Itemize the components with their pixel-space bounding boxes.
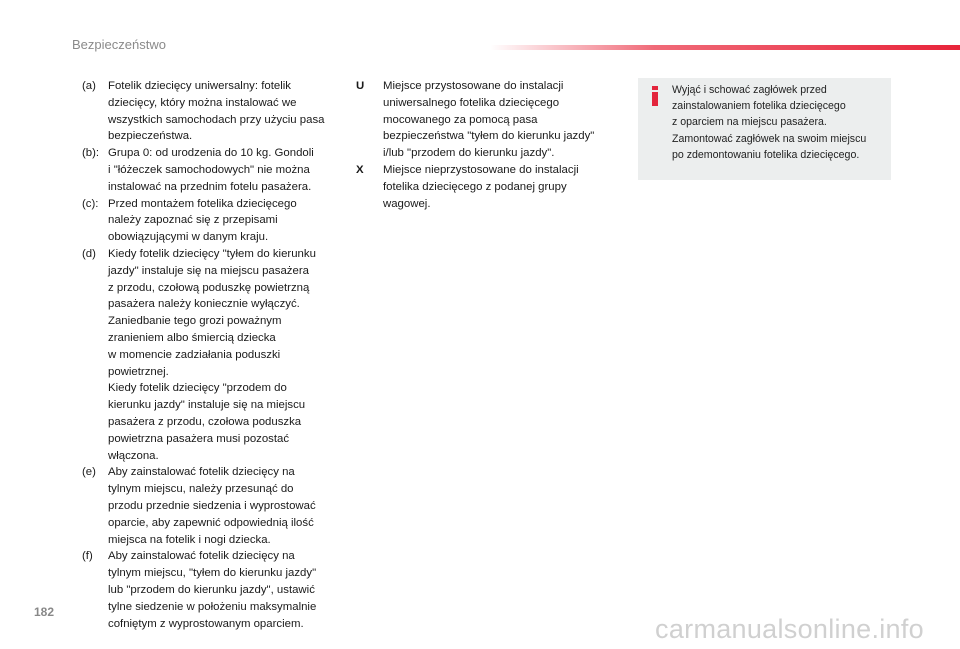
note-label: (e) (82, 466, 96, 479)
info-text: Wyjąć i schować zagłówek przed zainstalowaniem fotelika dziecięcego z oparciem na miejscu pasażera. Zamontować zagłówek na swoim miejscu po zdemontowaniu fotelika dziecięcego. (672, 84, 867, 161)
note-label: (c): (82, 197, 99, 210)
note-text: Kiedy fotelik dziecięcy "tyłem do kierunku jazdy" instaluje się na miejscu pasażera z przodu, czołową poduszkę powietrzną pasażera należy koniecznie wyłączyć. Zaniedbanie tego grozi poważnym zranieniem albo śmiercią dziecka w momencie zadziałania poduszki powietrznej. Kiedy fotelik dziecięcy "przodem do kierunku jazdy" instaluje się na miejscu pasażera z przodu, czołowa poduszka powietrzna pasażera musi pozostać włączona. (108, 247, 316, 462)
legend-label: X (356, 163, 364, 176)
page-number: 182 (34, 605, 55, 619)
note-text: Fotelik dziecięcy uniwersalny: fotelik dziecięcy, który można instalować we wszystkich samochodach przy użyciu pasa bezpieczeństwa. (108, 80, 325, 143)
header-accent-line (490, 45, 960, 50)
note-f (82, 548, 352, 632)
left-column (82, 78, 352, 632)
note-text: Przed montażem fotelika dziecięcego należy zapoznać się z przepisami obowiązującymi w danym kraju. (108, 197, 297, 244)
note-d (82, 246, 352, 464)
note-c (82, 196, 352, 246)
watermark: carmanualsonline.info (655, 614, 924, 644)
legend-text: Miejsce nieprzystosowane do instalacji fotelika dziecięcego z podanej grupy wagowej. (383, 163, 579, 210)
note-text: Aby zainstalować fotelik dziecięcy na tylnym miejscu, należy przesunąć do przodu przednie siedzenia i wyprostować oparcie, aby zapewnić odpowiednią ilość miejsca na fotelik i nogi dziecka. (108, 466, 316, 546)
note-text: Grupa 0: od urodzenia do 10 kg. Gondoli i "łóżeczek samochodowych" nie można instalować na przednim fotelu pasażera. (108, 147, 314, 193)
middle-column (356, 78, 616, 212)
note-label: (f) (82, 550, 93, 563)
note-b (82, 145, 352, 195)
note-a (82, 78, 352, 145)
note-text: Aby zainstalować fotelik dziecięcy na tylnym miejscu, "tyłem do kierunku jazdy" lub "przodem do kierunku jazdy", ustawić tylne siedzenie w położeniu maksymalnie cofniętym z wyprostowanym oparciem. (108, 550, 317, 630)
legend-x (356, 162, 616, 212)
legend-label: U (356, 80, 365, 92)
note-e (82, 464, 352, 548)
note-label: (d) (82, 247, 96, 260)
legend-u (356, 78, 616, 162)
note-label: (a) (82, 80, 96, 92)
section-title: Bezpieczeństwo (72, 37, 166, 52)
note-label: (b): (82, 147, 100, 160)
info-icon (649, 86, 661, 106)
legend-text: Miejsce przystosowane do instalacji uniwersalnego fotelika dziecięcego mocowanego za pomocą pasa bezpieczeństwa "tyłem do kierunku jazdy" i/lub "przodem do kierunku jazdy". (383, 80, 595, 160)
info-box (638, 78, 891, 180)
